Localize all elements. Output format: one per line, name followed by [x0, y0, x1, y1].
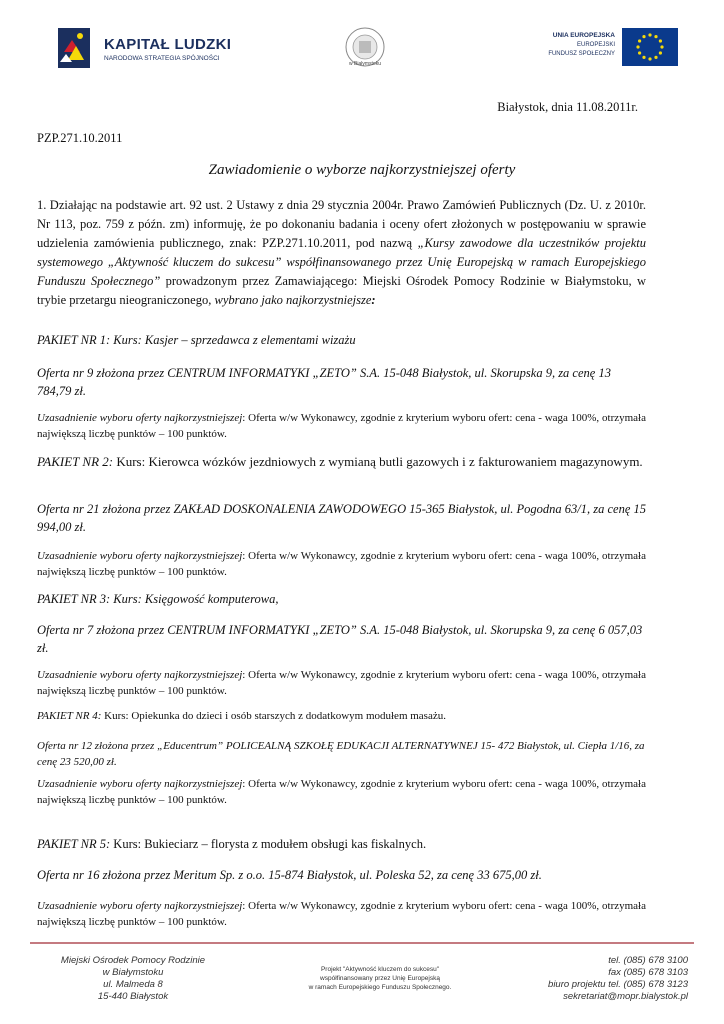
package-1-label: PAKIET NR 1: Kurs: Kasjer – sprzedawca z elementami wizażu — [37, 333, 356, 347]
package-4-heading — [37, 708, 646, 724]
package-2-offer: Oferta nr 21 złożona przez ZAKŁAD DOSKONALENIA ZAWODOWEGO 15-365 Białystok, ul. Pogodna 63/1, za cenę 15 994,00 zł. — [37, 502, 647, 534]
footer-project-line: Projekt "Aktywność kluczem do sukcesu" — [320, 966, 440, 973]
mopr-seal-icon — [330, 25, 400, 75]
justification-text: : Oferta w/w Wykonawcy, zgodnie z kryterium wyboru ofert: cena - waga 100%, otrzymała największą liczbę punktów – 100 punktów. — [37, 550, 646, 578]
package-1-justification — [37, 410, 646, 442]
footer-project-line: w ramach Europejskiego Funduszu Społecznego. — [308, 984, 452, 991]
package-2-justification — [37, 548, 646, 580]
justification-text: : Oferta w/w Wykonawcy, zgodnie z kryterium wyboru ofert: cena - waga 100%, otrzymała największą liczbę punktów – 100 punktów. — [37, 669, 646, 697]
reference-number: PZP.271.10.2011 — [37, 131, 123, 145]
eu-label-line2: EUROPEJSKI — [576, 42, 615, 48]
document-date: Białystok, dnia 11.08.2011r. — [497, 100, 638, 114]
package-5-label: PAKIET NR 5: — [37, 837, 114, 851]
intro-text-1: 1. Działając na podstawie art. 92 ust. 2 Ustawy z dnia 29 stycznia 2004r. Prawo Zamówień Publicznych (Dz. U. z 2010r. Nr 113, poz. 759 z późn. zm) informuję, że po dokonaniu badania i oceny ofert złożonych w postępowaniu w sprawie udzielenia zamówienia publicznego, znak: PZP.271.10.2011, pod nazwą — [37, 198, 646, 250]
package-3-label: PAKIET NR 3: Kurs: Księgowość komputerowa, — [37, 592, 279, 606]
justification-label: Uzasadnienie wyboru oferty najkorzystniejszej — [37, 900, 243, 912]
footer-project-line: współfinansowany przez Unię Europejską — [320, 975, 440, 982]
package-5-heading — [37, 835, 646, 853]
package-2-heading — [37, 453, 646, 471]
footer-project-info — [282, 965, 478, 992]
eu-label-line1: UNIA EUROPEJSKA — [552, 32, 615, 39]
package-4-course: Kurs: Opiekunka do dzieci i osób starszych z dodatkowym modułem masażu. — [104, 710, 446, 722]
intro-text-2: prowadzonym przez Zamawiającego: Miejski Ośrodek Pomocy Rodzinie w Białymstoku, w trybie przetargu nieograniczonego, — [37, 274, 646, 307]
package-5-justification — [37, 898, 646, 930]
footer-email[interactable]: sekretariat@mopr.bialystok.pl — [563, 991, 688, 1002]
intro-colon: : — [371, 293, 376, 307]
document-title: Zawiadomienie o wyborze najkorzystniejszej oferty — [208, 162, 516, 178]
package-5-offer: Oferta nr 16 złożona przez Meritum Sp. z o.o. 15-874 Białystok, ul. Poleska 52, za cenę 33 675,00 zł. — [37, 868, 542, 882]
footer-address-line: ul. Malmeda 8 — [103, 979, 163, 990]
intro-project-name: „Kursy zawodowe dla uczestników projektu systemowego „Aktywność kluczem do sukcesu” współfinansowanego przez Unię Europejską w ramach Europejskiego Funduszu Społecznego” — [37, 236, 646, 288]
justification-text: : Oferta w/w Wykonawcy, zgodnie z kryterium wyboru ofert: cena - waga 100%, otrzymała największą liczbę punktów – 100 punktów. — [37, 900, 646, 928]
justification-label: Uzasadnienie wyboru oferty najkorzystniejszej — [37, 669, 243, 681]
intro-paragraph — [37, 196, 646, 310]
footer-address-line: 15-440 Białystok — [97, 991, 169, 1002]
justification-text: : Oferta w/w Wykonawcy, zgodnie z kryterium wyboru ofert: cena - waga 100%, otrzymała największą liczbę punktów – 100 punktów. — [37, 412, 646, 440]
package-2-course: Kurs: Kierowca wózków jezdniowych z wymianą butli gazowych i z fakturowaniem magazynowym. — [116, 454, 643, 469]
justification-text: : Oferta w/w Wykonawcy, zgodnie z kryterium wyboru ofert: cena - waga 100%, otrzymała największą liczbę punktów – 100 punktów. — [37, 778, 646, 806]
footer-phone: tel. (085) 678 3100 — [608, 955, 688, 966]
package-3-justification — [37, 667, 646, 699]
footer-fax: fax (085) 678 3103 — [608, 967, 688, 978]
kapital-ludzki-subtitle: NARODOWA STRATEGIA SPÓJNOŚCI — [104, 55, 220, 62]
eu-label-line3: FUNDUSZ SPOŁECZNY — [548, 51, 615, 57]
package-3-offer: Oferta nr 7 złożona przez CENTRUM INFORMATYKI „ZETO” S.A. 15-048 Białystok, ul. Skorupska 9, za cenę 6 057,03 zł. — [37, 623, 643, 655]
footer-project-phone: biuro projektu tel. (085) 678 3123 — [548, 979, 688, 990]
package-4-justification — [37, 776, 646, 808]
justification-label: Uzasadnienie wyboru oferty najkorzystniejszej — [37, 412, 243, 424]
package-2-label: PAKIET NR 2: — [37, 454, 117, 469]
letterhead — [0, 0, 724, 100]
intro-selected-label: wybrano jako najkorzystniejsze — [214, 293, 372, 307]
footer-contact — [508, 955, 688, 1003]
package-1-offer: Oferta nr 9 złożona przez CENTRUM INFORMATYKI „ZETO” S.A. 15-048 Białystok, ul. Skorupska 9, za cenę 13 784,79 zł. — [37, 366, 611, 398]
footer-address-line: w Białymstoku — [102, 967, 164, 978]
kapital-ludzki-title: KAPITAŁ LUDZKI — [104, 36, 232, 53]
footer-divider — [30, 942, 694, 944]
footer-address-line: Miejski Ośrodek Pomocy Rodzinie — [60, 955, 206, 966]
justification-label: Uzasadnienie wyboru oferty najkorzystniejszej — [37, 778, 243, 790]
package-4-label: PAKIET NR 4: — [37, 710, 105, 722]
justification-label: Uzasadnienie wyboru oferty najkorzystniejszej — [37, 550, 243, 562]
package-5-course: Kurs: Bukieciarz – florysta z modułem obsługi kas fiskalnych. — [113, 837, 427, 851]
footer-address — [38, 955, 228, 1003]
package-4-offer: Oferta nr 12 złożona przez „Educentrum” POLICEALNĄ SZKOŁĘ EDUKACJI ALTERNATYWNEJ 15- 472 Białystok, ul. Ciepła 1/16, za cenę 23 520,00 zł. — [37, 740, 645, 768]
seal-caption: w Białymstoku — [349, 61, 381, 67]
eu-flag-icon — [622, 28, 678, 66]
